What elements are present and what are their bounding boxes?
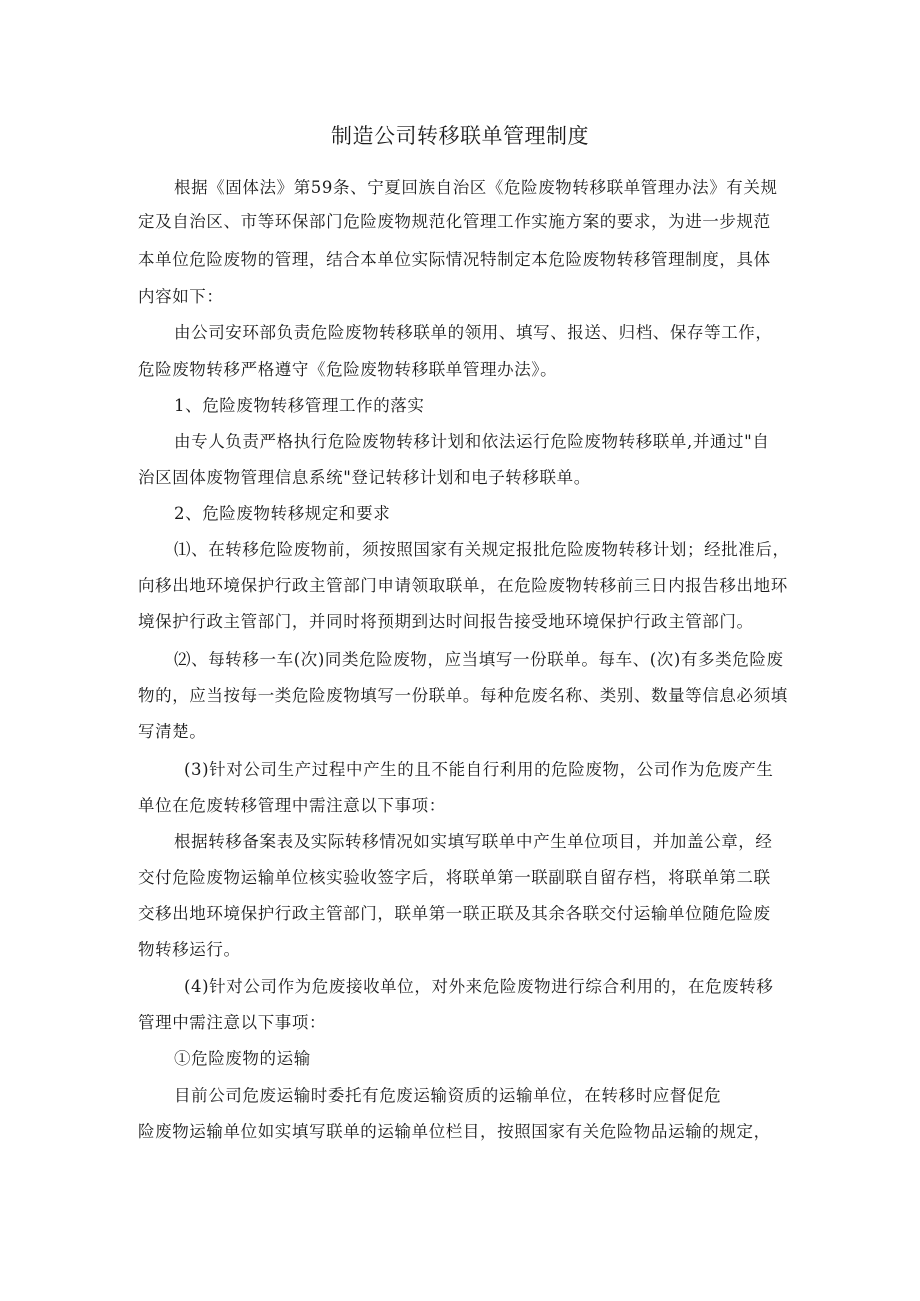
- paragraph-line: 物的，应当按每一类危险废物填写一份联单。每种危废名称、类别、数量等信息必须填: [138, 686, 788, 705]
- paragraph-line: 单位在危废转移管理中需注意以下事项：: [138, 796, 446, 815]
- paragraph-line: 定及自治区、市等环保部门危险废物规范化管理工作实施方案的要求，为进一步规范: [138, 212, 771, 231]
- paragraph-line: 交付危险废物运输单位核实验收签字后，将联单第一联副联自留存档，将联单第二联: [138, 868, 771, 887]
- paragraph-line: 由专人负责严格执行危险废物转移计划和依法运行危险废物转移联单,并通过"自: [174, 432, 770, 451]
- paragraph-line: 险废物运输单位如实填写联单的运输单位栏目，按照国家有关危险物品运输的规定，: [138, 1122, 771, 1141]
- paragraph-line: 物转移运行。: [138, 940, 241, 959]
- section-heading: 2、危险废物转移规定和要求: [174, 504, 391, 523]
- paragraph-line: (4)针对公司作为危废接收单位，对外来危险废物进行综合利用的，在危废转移: [184, 977, 774, 996]
- paragraph-line: 目前公司危废运输时委托有危废运输资质的运输单位，在转移时应督促危: [174, 1086, 722, 1105]
- section-heading: 1、危险废物转移管理工作的落实: [174, 396, 425, 415]
- paragraph-line: 写清楚。: [138, 722, 207, 741]
- paragraph-line: 交移出地环境保护行政主管部门，联单第一联正联及其余各联交付运输单位随危险废: [138, 904, 771, 923]
- paragraph-line: 境保护行政主管部门，并同时将预期到达时间报告接受地环境保护行政主管部门。: [138, 612, 754, 631]
- paragraph-line: 管理中需注意以下事项：: [138, 1013, 327, 1032]
- paragraph-line: 根据转移备案表及实际转移情况如实填写联单中产生单位项目，并加盖公章，经: [174, 832, 773, 851]
- paragraph-line: 向移出地环境保护行政主管部门申请领取联单，在危险废物转移前三日内报告移出地环: [138, 576, 788, 595]
- paragraph-line: ⑴、在转移危险废物前，须按照国家有关规定报批危险废物转移计划；经批准后，: [174, 540, 790, 559]
- paragraph-line: 根据《固体法》第59条、宁夏回族自治区《危险废物转移联单管理办法》有关规: [174, 178, 778, 197]
- paragraph-line: 治区固体废物管理信息系统"登记转移计划和电子转移联单。: [138, 468, 591, 487]
- paragraph-line: 本单位危险废物的管理，结合本单位实际情况特制定本危险废物转移管理制度，具体: [138, 250, 771, 269]
- paragraph-line: 由公司安环部负责危险废物转移联单的领用、填写、报送、归档、保存等工作，: [174, 323, 773, 342]
- paragraph-line: ⑵、每转移一车(次)同类危险废物，应当填写一份联单。每车、(次)有多类危险废: [174, 650, 784, 669]
- paragraph-line: 危险废物转移严格遵守《危险废物转移联单管理办法》。: [138, 360, 558, 379]
- document-title: 制造公司转移联单管理制度: [331, 124, 589, 148]
- paragraph-line: (3)针对公司生产过程中产生的且不能自行利用的危险废物，公司作为危废产生: [184, 760, 774, 779]
- section-heading: ①危险废物的运输: [174, 1049, 311, 1068]
- paragraph-line: 内容如下：: [138, 287, 224, 306]
